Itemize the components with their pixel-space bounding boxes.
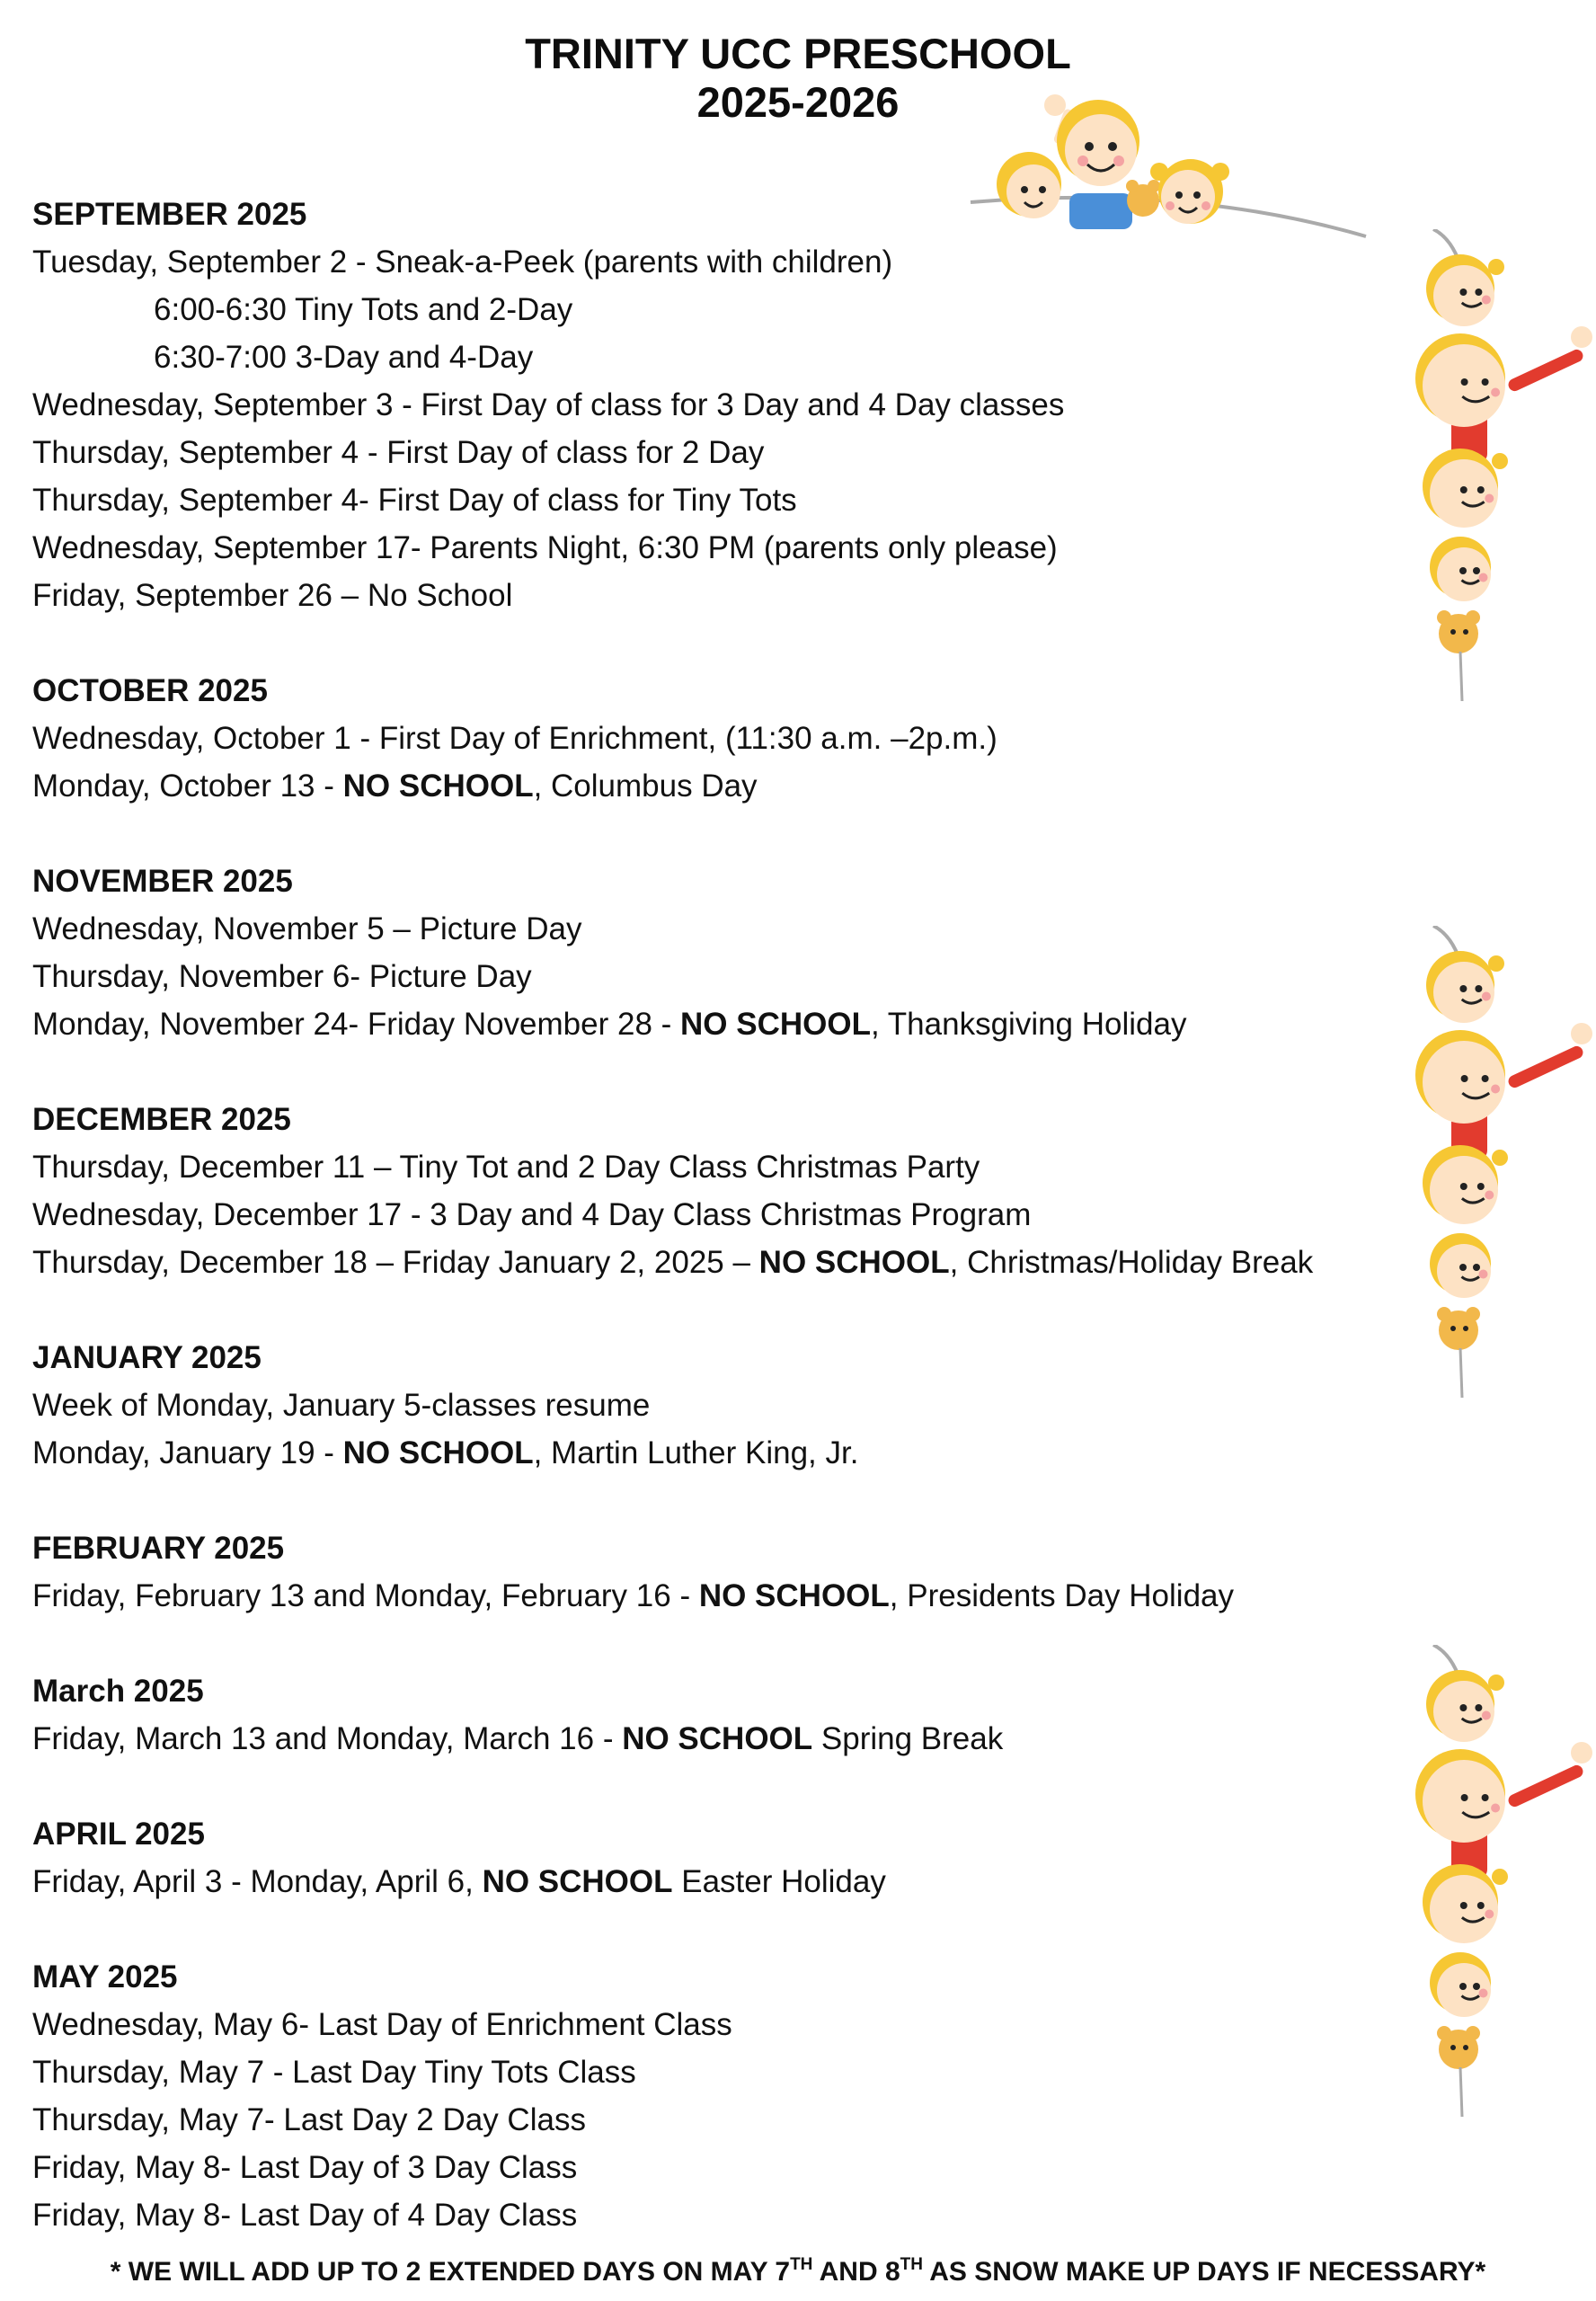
calendar-entry — [32, 381, 1362, 429]
entry-text: Monday, November 24- Friday November 28 - — [32, 1007, 681, 1042]
entry-text: Wednesday, September 17- Parents Night, 6:30 PM (parents only please) — [32, 530, 1058, 565]
entry-text: Monday, January 19 - — [32, 1435, 343, 1470]
entry-text: 6:30-7:00 3-Day and 4-Day — [154, 340, 534, 375]
entry-text: Thursday, November 6- Picture Day — [32, 959, 532, 994]
entry-text: Spring Break — [812, 1721, 1004, 1756]
entry-text: Week of Monday, January 5-classes resume — [32, 1388, 651, 1423]
no-school-emphasis: NO SCHOOL — [698, 1578, 890, 1613]
no-school-emphasis: NO SCHOOL — [342, 768, 534, 804]
no-school-emphasis: NO SCHOOL — [482, 1864, 673, 1899]
month-heading: MAY 2025 — [32, 1959, 178, 1994]
calendar-entry — [32, 1572, 1362, 1620]
entry-text: Thursday, May 7- Last Day 2 Day Class — [32, 2102, 586, 2137]
entry-text: Friday, February 13 and Monday, February 16 - — [32, 1578, 699, 1613]
month-section — [32, 1096, 1362, 1286]
peeking-kids-top-icon — [953, 85, 1420, 247]
entry-text: Friday, September 26 – No School — [32, 578, 513, 613]
page-subtitle-year: 2025-2026 — [696, 78, 900, 126]
calendar-entry — [32, 1143, 1362, 1191]
snow-note-part3: AS SNOW MAKE UP DAYS IF NECESSARY* — [922, 2257, 1486, 2287]
month-heading: NOVEMBER 2025 — [32, 864, 293, 899]
calendar-entry — [32, 1239, 1362, 1286]
month-section — [32, 857, 1362, 1048]
no-school-emphasis: NO SCHOOL — [342, 1435, 534, 1470]
snow-note-part2: AND 8 — [812, 2257, 900, 2287]
month-heading: SEPTEMBER 2025 — [32, 197, 307, 232]
calendar-entry — [32, 1429, 1362, 1477]
snow-note-sup1: TH — [790, 2255, 813, 2274]
calendar-entry — [32, 333, 1362, 381]
calendar-entry — [32, 476, 1362, 524]
calendar-entry — [32, 762, 1362, 810]
entry-text: Thursday, December 11 – Tiny Tot and 2 Day Class Christmas Party — [32, 1150, 980, 1185]
calendar-entry — [32, 953, 1362, 1000]
snow-days-note — [0, 2247, 1596, 2290]
snow-note-part1: * WE WILL ADD UP TO 2 EXTENDED DAYS ON MAY 7 — [110, 2257, 791, 2287]
month-heading: APRIL 2025 — [32, 1817, 205, 1852]
entry-text: Wednesday, December 17 - 3 Day and 4 Day Class Christmas Program — [32, 1197, 1032, 1232]
calendar-entry — [32, 715, 1362, 762]
peeking-kids-side-icon — [1397, 926, 1595, 1402]
entry-text: Easter Holiday — [672, 1864, 886, 1899]
calendar-entry — [32, 2096, 1362, 2144]
entry-text: Friday, May 8- Last Day of 3 Day Class — [32, 2150, 578, 2185]
calendar-entry — [32, 1381, 1362, 1429]
month-section — [32, 1524, 1362, 1620]
month-section — [32, 191, 1362, 619]
month-section — [32, 667, 1362, 810]
entry-text: Thursday, September 4- First Day of class for Tiny Tots — [32, 483, 797, 518]
entry-text: , Presidents Day Holiday — [889, 1578, 1235, 1613]
entry-text: Friday, March 13 and Monday, March 16 - — [32, 1721, 623, 1756]
no-school-emphasis: NO SCHOOL — [622, 1721, 813, 1756]
no-school-emphasis: NO SCHOOL — [680, 1007, 871, 1042]
page-title: TRINITY UCC PRESCHOOL — [525, 30, 1071, 77]
peeking-kids-side-icon — [1397, 1645, 1595, 2121]
entry-text: 6:00-6:30 Tiny Tots and 2-Day — [154, 292, 573, 327]
month-section — [32, 1667, 1362, 1763]
no-school-emphasis: NO SCHOOL — [758, 1245, 950, 1280]
entry-text: Thursday, December 18 – Friday January 2, 2025 – — [32, 1245, 759, 1280]
entry-text: Tuesday, September 2 - Sneak-a-Peek (parents with children) — [32, 244, 893, 280]
entry-text: Thursday, September 4 - First Day of class for 2 Day — [32, 435, 765, 470]
entry-text: Friday, May 8- Last Day of 4 Day Class — [32, 2198, 578, 2233]
peeking-kids-side-icon — [1397, 229, 1595, 706]
month-heading: FEBRUARY 2025 — [32, 1531, 285, 1566]
month-heading: OCTOBER 2025 — [32, 673, 268, 708]
month-section — [32, 1810, 1362, 1906]
calendar-entry — [32, 1191, 1362, 1239]
calendar-entry — [32, 524, 1362, 572]
snow-note-sup2: TH — [900, 2255, 923, 2274]
calendar-entry — [32, 905, 1362, 953]
calendar-content — [32, 191, 1362, 2287]
month-heading: March 2025 — [32, 1674, 204, 1709]
entry-text: Wednesday, November 5 – Picture Day — [32, 911, 582, 946]
entry-text: Wednesday, September 3 - First Day of class for 3 Day and 4 Day classes — [32, 387, 1065, 422]
entry-text: Monday, October 13 - — [32, 768, 343, 804]
entry-text: Wednesday, May 6- Last Day of Enrichment Class — [32, 2007, 732, 2042]
calendar-entry — [32, 2001, 1362, 2048]
entry-text: Thursday, May 7 - Last Day Tiny Tots Class — [32, 2055, 636, 2090]
calendar-entry — [32, 429, 1362, 476]
calendar-entry — [32, 2048, 1362, 2096]
calendar-entry — [32, 1858, 1362, 1906]
calendar-entry — [32, 572, 1362, 619]
entry-text: , Christmas/Holiday Break — [949, 1245, 1314, 1280]
entry-text: , Columbus Day — [533, 768, 758, 804]
month-heading: JANUARY 2025 — [32, 1340, 262, 1375]
calendar-entry — [32, 1715, 1362, 1763]
entry-text: , Thanksgiving Holiday — [870, 1007, 1187, 1042]
calendar-entry — [32, 2144, 1362, 2191]
entry-text: , Martin Luther King, Jr. — [533, 1435, 859, 1470]
month-heading: DECEMBER 2025 — [32, 1102, 291, 1137]
calendar-entry — [32, 2191, 1362, 2239]
month-section — [32, 1953, 1362, 2239]
calendar-entry — [32, 286, 1362, 333]
month-section — [32, 1334, 1362, 1477]
entry-text: Wednesday, October 1 - First Day of Enrichment, (11:30 a.m. –2p.m.) — [32, 721, 998, 756]
entry-text: Friday, April 3 - Monday, April 6, — [32, 1864, 483, 1899]
calendar-entry — [32, 1000, 1362, 1048]
